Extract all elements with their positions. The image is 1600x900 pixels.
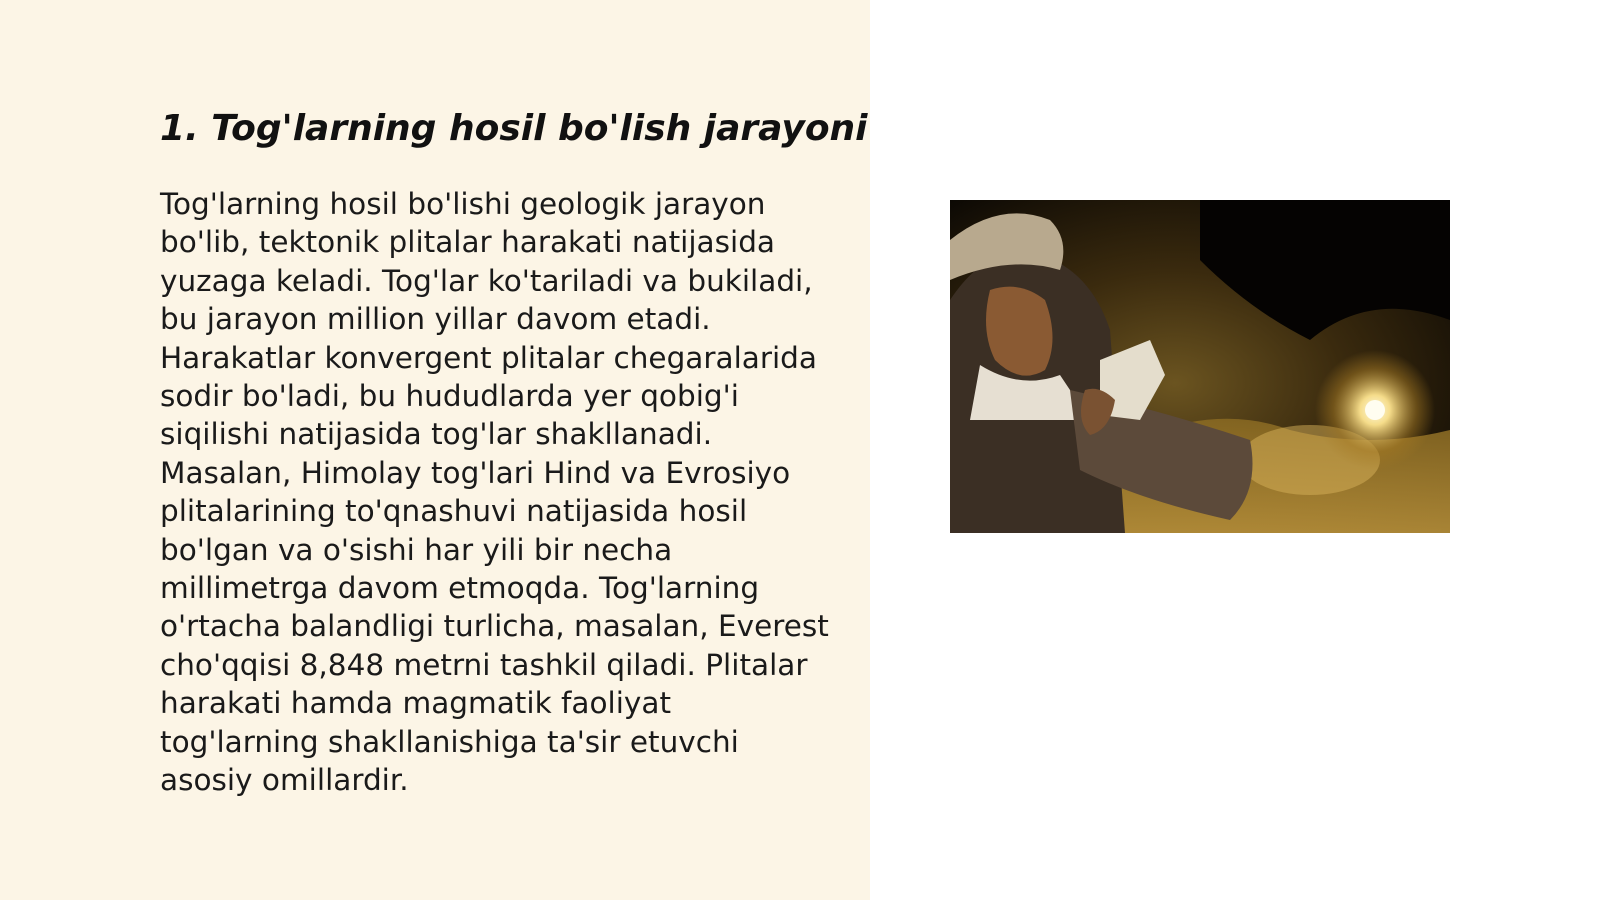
miner-photo [950, 200, 1450, 533]
slide-body-text: Tog'larning hosil bo'lishi geologik jarayon bo'lib, tektonik plitalar harakati natijasida yuzaga keladi. Tog'lar ko'tariladi va bukiladi, bu jarayon million yillar davom etadi. Harakatlar konvergent plitalar chegaralarida sodir bo'ladi, bu hududlarda yer qobig'i siqilishi natijasida tog'lar shakllanadi. Masalan, Himolay tog'lari Hind va Evrosiyo plitalarining to'qnashuvi natijasida hosil bo'lgan va o'sishi har yili bir necha millimetrga davom etmoqda. Tog'larning o'rtacha balandligi turlicha, masalan, Everest cho'qqisi 8,848 metrni tashkil qiladi. Plitalar harakati hamda magmatik faoliyat tog'larning shakllanishiga ta'sir etuvchi asosiy omillardir. [160, 187, 829, 798]
miner-photo-illustration [950, 200, 1450, 533]
slide-title: 1. Tog'larning hosil bo'lish jarayoni [160, 108, 868, 149]
